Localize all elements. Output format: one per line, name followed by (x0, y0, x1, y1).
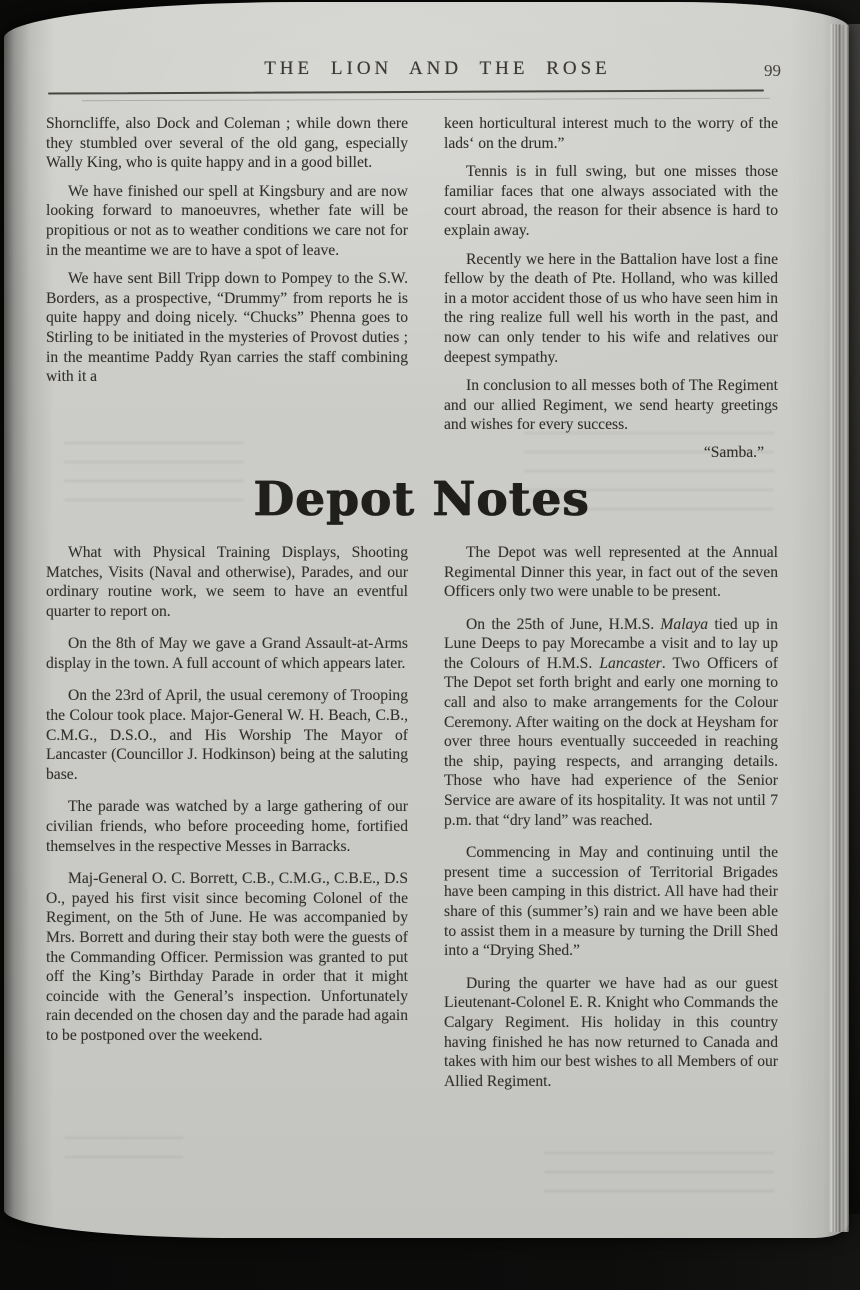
top-section (46, 114, 785, 462)
header-rule (48, 89, 764, 94)
paragraph: Maj-General O. C. Borrett, C.B., C.M.G., C.B.E., D.S O., payed his first visit since becoming Colonel of the Regiment, on the 5th of June. He was accompanied by Mrs. Borrett and during their stay both were the guests of the Commanding Officer. Permission was granted to put off the King’s Birthday Parade in order that it might coincide with the General’s inspection. Unfortunately rain decended on the chosen day and the parade had again to be postponed over the weekend. (46, 870, 408, 1044)
book-page-edges (829, 24, 849, 1232)
paragraph: Recently we here in the Battalion have lost a fine fellow by the death of Pte. Holland, who was killed in a motor accident those of us who have seen him in the ring realize full well his worth in the past, and now can only tender to his wife and relatives our deepest sympathy. (444, 250, 778, 366)
scan-edge-shadow (848, 24, 860, 1214)
paragraph: Tennis is in full swing, but one misses those familiar faces that one always associated with the court abroad, the reason for their absence is hard to explain away. (444, 163, 778, 239)
page-header (46, 54, 785, 98)
paragraph: What with Physical Training Displays, Shooting Matches, Visits (Naval and otherwise), Parades, and our ordinary routine work, we seem to have an eventful quarter to report on. (46, 543, 408, 620)
paragraph: keen horticultural interest much to the worry of the lads‘ on the drum.” (444, 115, 778, 152)
bottom-section (46, 543, 785, 1104)
bleedthrough-smudge (544, 1152, 774, 1192)
section-heading: Depot Notes (253, 471, 590, 527)
paragraph: The Depot was well represented at the Annual Regimental Dinner this year, in fact out of the seven Officers only two were unable to be present. (444, 543, 778, 601)
publication-title: THE LION AND THE ROSE (264, 58, 611, 79)
top-left-column (46, 114, 408, 462)
paragraph: Shorncliffe, also Dock and Coleman ; while down there they stumbled over several of the old gang, especially Wally King, who is quite happy and in a good billet. (46, 115, 408, 172)
bottom-right-column (444, 543, 778, 1104)
bleedthrough-smudge (64, 1137, 184, 1163)
paragraph: The parade was watched by a large gathering of our civilian friends, who before proceeding home, fortified themselves in the respective Messes in Barracks. (46, 798, 408, 855)
paragraph: In conclusion to all messes both of The Regiment and our allied Regiment, we send hearty greetings and wishes for every success. (444, 377, 778, 434)
paragraph: During the quarter we have had as our guest Lieutenant-Colonel E. R. Knight who Commands the Calgary Regiment. His holiday in this country having finished he has now returned to Canada and takes with him our best wishes to all Members of our Allied Regiment. (444, 974, 778, 1090)
page-content (46, 54, 785, 1104)
header-rule-ghost (82, 98, 770, 101)
paragraph: On the 23rd of April, the usual ceremony of Trooping the Colour took place. Major-General W. H. Beach, C.B., C.M.G., D.S.O., and His Worship The Mayor of Lancaster (Councillor J. Hodkinson) being at the saluting base. (46, 687, 408, 783)
paragraph: Commencing in May and continuing until the present time a succession of Territorial Brigades have been camping in this district. All have had their share of this (summer’s) rain and we have been able to assist them in a measure by turning the Drill Shed into a “Drying Shed.” (444, 844, 778, 960)
page-number: 99 (764, 61, 781, 80)
top-right-column (444, 114, 778, 462)
paragraph: We have sent Bill Tripp down to Pompey to the S.W. Borders, as a prospective, “Drummy” from reports he is quite happy and doing nicely. “Chucks” Phenna goes to Stirling to be initiated in the mysteries of Provost duties ; in the meantime Paddy Ryan carries the staff combining with it a (46, 270, 408, 386)
paragraph: On the 25th of June, H.M.S. Malaya tied up in Lune Deeps to pay Morecambe a visit and to lay up the Colours of H.M.S. Lancaster. Two Officers of The Depot set forth bright and early one morning to call and also to make arrangements for the Colour Ceremony. After waiting on the dock at Heysham for over three hours eventually succeeded in reaching the ship, paying respects, and arranging details. Those who have had experience of the Senior Service are aware of its hospitality. It was not until 7 p.m. that “dry land” was reached. (444, 615, 778, 829)
paragraph: On the 8th of May we gave a Grand Assault-at-Arms display in the town. A full account of which appears later. (46, 635, 408, 672)
bottom-left-column (46, 543, 408, 1104)
article-signature: “Samba.” (703, 443, 764, 461)
paragraph: We have finished our spell at Kingsbury and are now looking forward to manoeuvres, whether fate will be propitious or not as to weather conditions we care not for in the meantime we are to have a spot of leave. (46, 182, 408, 259)
magazine-page (4, 2, 849, 1238)
